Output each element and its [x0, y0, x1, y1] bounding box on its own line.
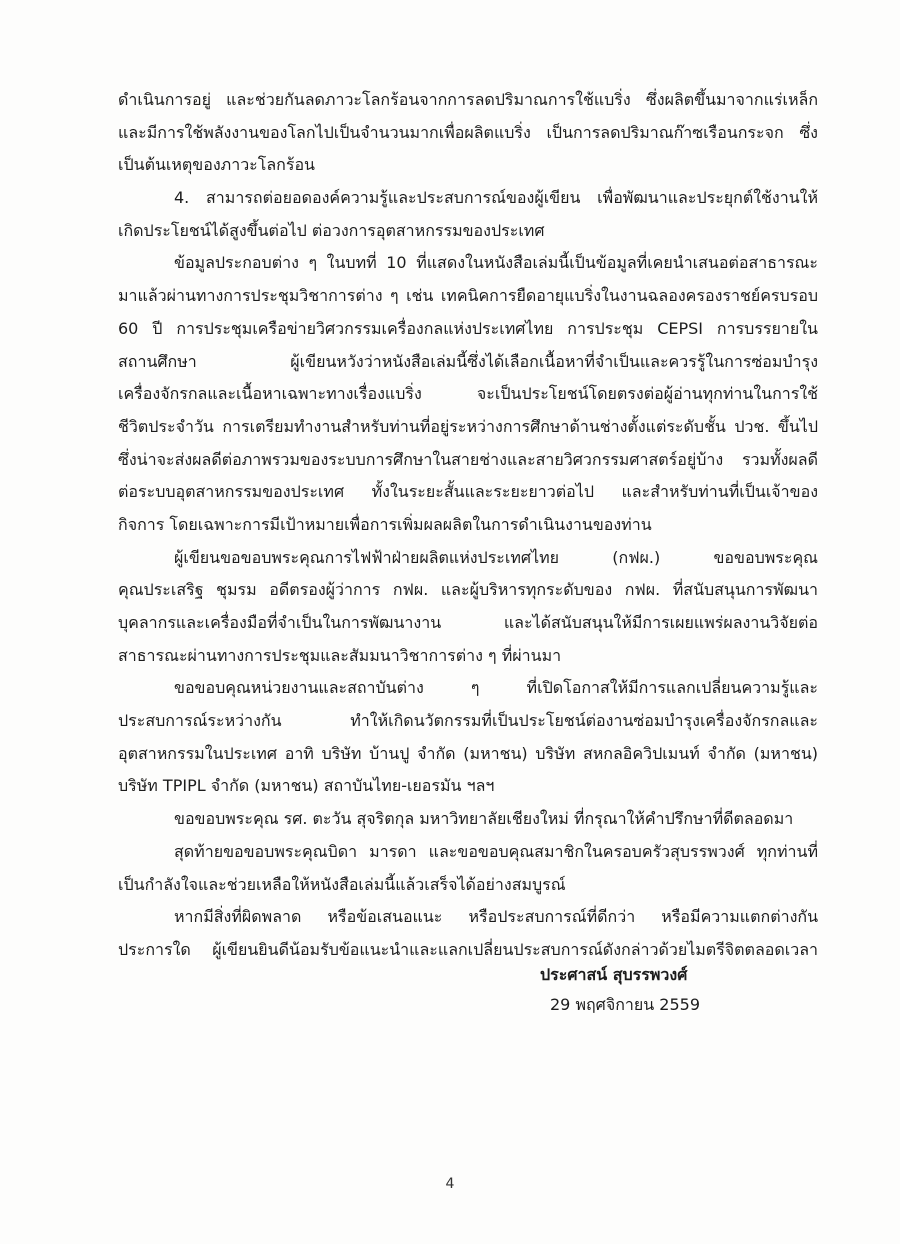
signature-date: 29 พฤศจิกายน 2559 — [550, 995, 700, 1014]
text-line: 4. สามารถต่อยอดองค์ความรู้และประสบการณ์ของผู้เขียน เพื่อพัฒนาและประยุกต์ใช้งานให้ — [174, 188, 818, 208]
text-line: คุณประเสริฐ ชุมรม อดีตรองผู้ว่าการ กฟผ. และผู้บริหารทุกระดับของ กฟผ. ที่สนับสนุนการพัฒนา — [118, 580, 818, 600]
page-number: 4 — [445, 1176, 455, 1192]
text-line: กิจการ โดยเฉพาะการมีเป้าหมายเพื่อการเพิ่มผลผลิตในการดำเนินงานของท่าน — [118, 514, 652, 534]
text-line: เป็นต้นเหตุของภาวะโลกร้อน — [118, 155, 315, 175]
text-line: เครื่องจักรกลและเนื้อหาเฉพาะทางเรื่องแบริ่ง จะเป็นประโยชน์โดยตรงต่อผู้อ่านทุกท่านในการใช้ — [118, 384, 818, 404]
text-line: และมีการใช้พลังงานของโลกไปเป็นจำนวนมากเพื่อผลิตแบริ่ง เป็นการลดปริมาณก๊าซเรือนกระจก ซึ่ง — [118, 122, 818, 142]
author-name: ประศาสน์ สุบรรพวงศ์ — [540, 965, 688, 984]
text-line: ชีวิตประจำวัน การเตรียมทำงานสำหรับท่านที่อยู่ระหว่างการศึกษาด้านช่างตั้งแต่ระดับชั้น ปวช. ขึ้นไป — [118, 416, 818, 436]
text-line: ดำเนินการอยู่ และช่วยกันลดภาวะโลกร้อนจากการลดปริมาณการใช้แบริ่ง ซึ่งผลิตขึ้นมาจากแร่เหล็ก — [118, 90, 818, 109]
text-line: ประการใด ผู้เขียนยินดีน้อมรับข้อแนะนำและแลกเปลี่ยนประสบการณ์ดังกล่าวด้วยไมตรีจิตตลอดเวลา — [118, 939, 818, 959]
text-line: บุคลากรและเครื่องมือที่จำเป็นในการพัฒนางาน และได้สนับสนุนให้มีการเผยแพร่ผลงานวิจัยต่อ — [118, 613, 818, 632]
text-line: หากมีสิ่งที่ผิดพลาด หรือข้อเสนอแนะ หรือประสบการณ์ที่ดีกว่า หรือมีความแตกต่างกัน — [174, 907, 818, 927]
text-line: ซึ่งน่าจะส่งผลดีต่อภาพรวมของระบบการศึกษาในสายช่างและสายวิศวกรรมศาสตร์อยู่บ้าง รวมทั้งผลดี — [118, 449, 818, 469]
text-line: 60 ปี การประชุมเครือข่ายวิศวกรรมเครื่องกลแห่งประเทศไทย การประชุม CEPSI การบรรยายใน — [118, 318, 818, 338]
text-line: มาแล้วผ่านทางการประชุมวิชาการต่าง ๆ เช่น เทคนิคการยืดอายุแบริ่งในงานฉลองครองราชย์ครบรอบ — [118, 286, 818, 306]
text-line: ข้อมูลประกอบต่าง ๆ ในบทที่ 10 ที่แสดงในหนังสือเล่มนี้เป็นข้อมูลที่เคยนำเสนอต่อสาธารณะ — [174, 253, 818, 273]
text-line: บริษัท TPIPL จำกัด (มหาชน) สถาบันไทย-เยอรมัน ฯลฯ — [118, 776, 495, 796]
text-line: สุดท้ายขอขอบพระคุณบิดา มารดา และขอขอบคุณสมาชิกในครอบครัวสุบรรพวงศ์ ทุกท่านที่ — [174, 841, 818, 861]
signature-block — [540, 960, 800, 1020]
text-line: อุตสาหกรรมในประเทศ อาทิ บริษัท บ้านปู จำกัด (มหาชน) บริษัท สหกลอิควิปเมนท์ จำกัด (มหาชน) — [118, 743, 818, 763]
text-line: ขอขอบพระคุณ รศ. ตะวัน สุจริตกุล มหาวิทยาลัยเชียงใหม่ ที่กรุณาให้คำปรึกษาที่ดีตลอดมา — [174, 809, 794, 829]
preface-body — [118, 84, 818, 967]
text-line: ผู้เขียนขอขอบพระคุณการไฟฟ้าฝ่ายผลิตแห่งประเทศไทย (กฟผ.) ขอขอบพระคุณ — [174, 547, 818, 567]
text-line: เป็นกำลังใจและช่วยเหลือให้หนังสือเล่มนี้แล้วเสร็จได้อย่างสมบูรณ์ — [118, 874, 566, 894]
text-line: เกิดประโยชน์ได้สูงขึ้นต่อไป ต่อวงการอุตสาหกรรมของประเทศ — [118, 220, 545, 240]
text-line: สถานศึกษา ผู้เขียนหวังว่าหนังสือเล่มนี้ซึ่งได้เลือกเนื้อหาที่จำเป็นและควรรู้ในการซ่อมบำรุง — [118, 351, 818, 371]
text-line: ขอขอบคุณหน่วยงานและสถาบันต่าง ๆ ที่เปิดโอกาสให้มีการแลกเปลี่ยนความรู้และ — [174, 678, 818, 698]
text-line: สาธารณะผ่านทางการประชุมและสัมมนาวิชาการต่าง ๆ ที่ผ่านมา — [118, 645, 562, 665]
text-line: ประสบการณ์ระหว่างกัน ทำให้เกิดนวัตกรรมที่เป็นประโยชน์ต่องานซ่อมบำรุงเครื่องจักรกลและ — [118, 711, 818, 731]
text-line: ต่อระบบอุตสาหกรรมของประเทศ ทั้งในระยะสั้นและระยะยาวต่อไป และสำหรับท่านที่เป็นเจ้าของ — [118, 482, 818, 502]
